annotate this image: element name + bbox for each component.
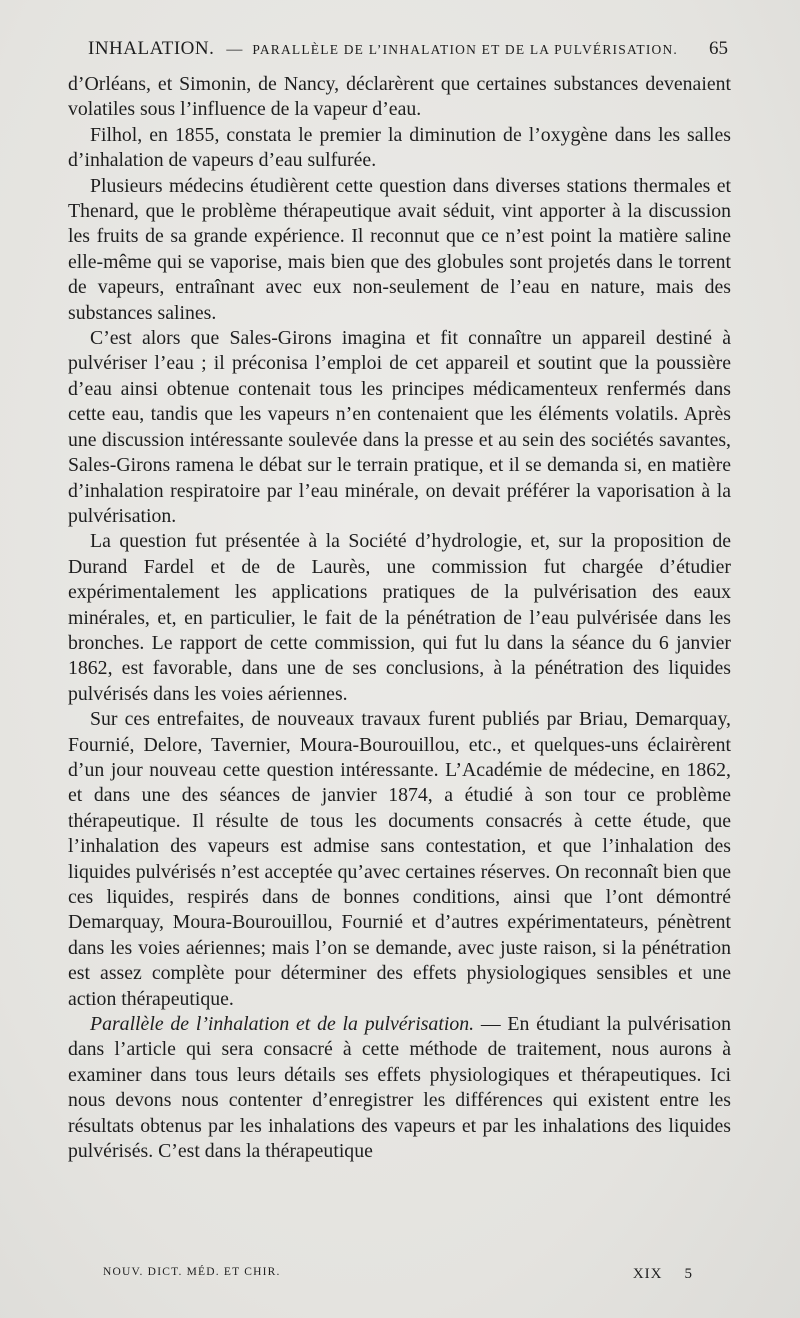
volume-number: XIX bbox=[632, 1266, 663, 1282]
header-dash: — bbox=[226, 41, 243, 58]
paragraph-7-text: — En étudiant la pulvérisation dans l’article qui sera consacré à cette méthode de traitement, nous aurons à examiner dans tous leurs détails ses effets physiologiques et thérapeutiques. Ici nous devons nous contenter d’enregistrer les différences qui existent entre les résultats obtenus par les inhalations des vapeurs et par les inhalations des liquides pulvérisés. C’est dans la thérapeutique bbox=[68, 1013, 731, 1163]
signature-mark bbox=[633, 1266, 693, 1283]
running-header bbox=[88, 38, 728, 68]
paragraph-4: C’est alors que Sales-Girons imagina et fit connaître un appareil destiné à pulvériser l’eau ; il préconisa l’emploi de cet appareil et soutint que la poussière d’eau ainsi obtenue contenait tous les principes médicamenteux renfermés dans cette eau, tandis que les vapeurs n’en contenaient que les éléments volatils. Après une discussion intéressante soulevée dans la presse et au sein des sociétés savantes, Sales-Girons ramena le débat sur le terrain pratique, et il se demanda si, en matière d’inhalation respiratoire par l’eau minérale, on devait préférer la vaporisation à la pulvérisation. bbox=[68, 327, 731, 527]
section-heading-italic: Parallèle de l’inhalation et de la pulvérisation. bbox=[90, 1013, 475, 1036]
signature-number: 5 bbox=[684, 1266, 693, 1282]
paragraph-3: Plusieurs médecins étudièrent cette question dans diverses stations thermales et Thenard, que le problème thérapeutique avait séduit, vint apporter à la discussion les fruits de sa grande expérience. Il reconnut que ce n’est point la matière saline elle-même qui se vaporise, mais bien que des globules sont projetés dans le torrent de vapeurs, entraînant avec eux non-seulement de l’eau en nature, mais des substances salines. bbox=[68, 174, 731, 324]
paragraph-6: Sur ces entrefaites, de nouveaux travaux furent publiés par Briau, Demarquay, Fournié, Delore, Tavernier, Moura-Bourouillou, etc., et quelques-uns éclairèrent d’un jour nouveau cette question intéressante. L’Académie de médecine, en 1862, et dans une des séances de janvier 1874, a étudié à son tour ce problème thérapeutique. Il résulte de tous les documents consacrés à cette étude, que l’inhalation des vapeurs est admise sans contestation, et que l’inhalation des liquides pulvérisés n’est acceptée qu’avec certaines réserves. On reconnaît bien que ces liquides, respirés dans de bonnes conditions, ainsi que l’ont démontré Demarquay, Moura-Bourouillou, Fournié et d’autres expérimentateurs, pénètrent dans les voies aériennes; mais l’on se demande, avec juste raison, si la pénétration est assez complète pour déterminer des effets physiologiques sensibles et une action thérapeutique. bbox=[68, 708, 731, 1010]
paragraph-2: Filhol, en 1855, constata le premier la diminution de l’oxygène dans les salles d’inhalation de vapeurs d’eau sulfurée. bbox=[68, 123, 731, 172]
collection-title: NOUV. DICT. MÉD. ET CHIR. bbox=[103, 1266, 281, 1278]
page-number: 65 bbox=[709, 38, 728, 59]
paragraph-1: d’Orléans, et Simonin, de Nancy, déclarèrent que certaines substances devenaient volatiles sous l’influence de la vapeur d’eau. bbox=[68, 73, 731, 121]
paragraph-7 bbox=[68, 1012, 731, 1164]
paragraph-5: La question fut présentée à la Société d’hydrologie, et, sur la proposition de Durand Fardel et de de Laurès, une commission fut chargée d’étudier expérimentalement les applications pratiques de la pulvérisation des eaux minérales, et, en particulier, le fait de la pénétration de l’eau pulvérisée dans les bronches. Le rapport de cette commission, qui fut lu dans la séance du 6 janvier 1862, est favorable, dans une de ses conclusions, à la pénétration des liquides pulvérisés dans les voies aériennes. bbox=[68, 530, 731, 705]
section-title: PARALLÈLE DE L’INHALATION ET DE LA PULVÉRISATION. bbox=[252, 42, 679, 57]
running-title: INHALATION. bbox=[88, 38, 215, 59]
body-text bbox=[68, 72, 731, 1164]
page-footer bbox=[103, 1266, 693, 1283]
